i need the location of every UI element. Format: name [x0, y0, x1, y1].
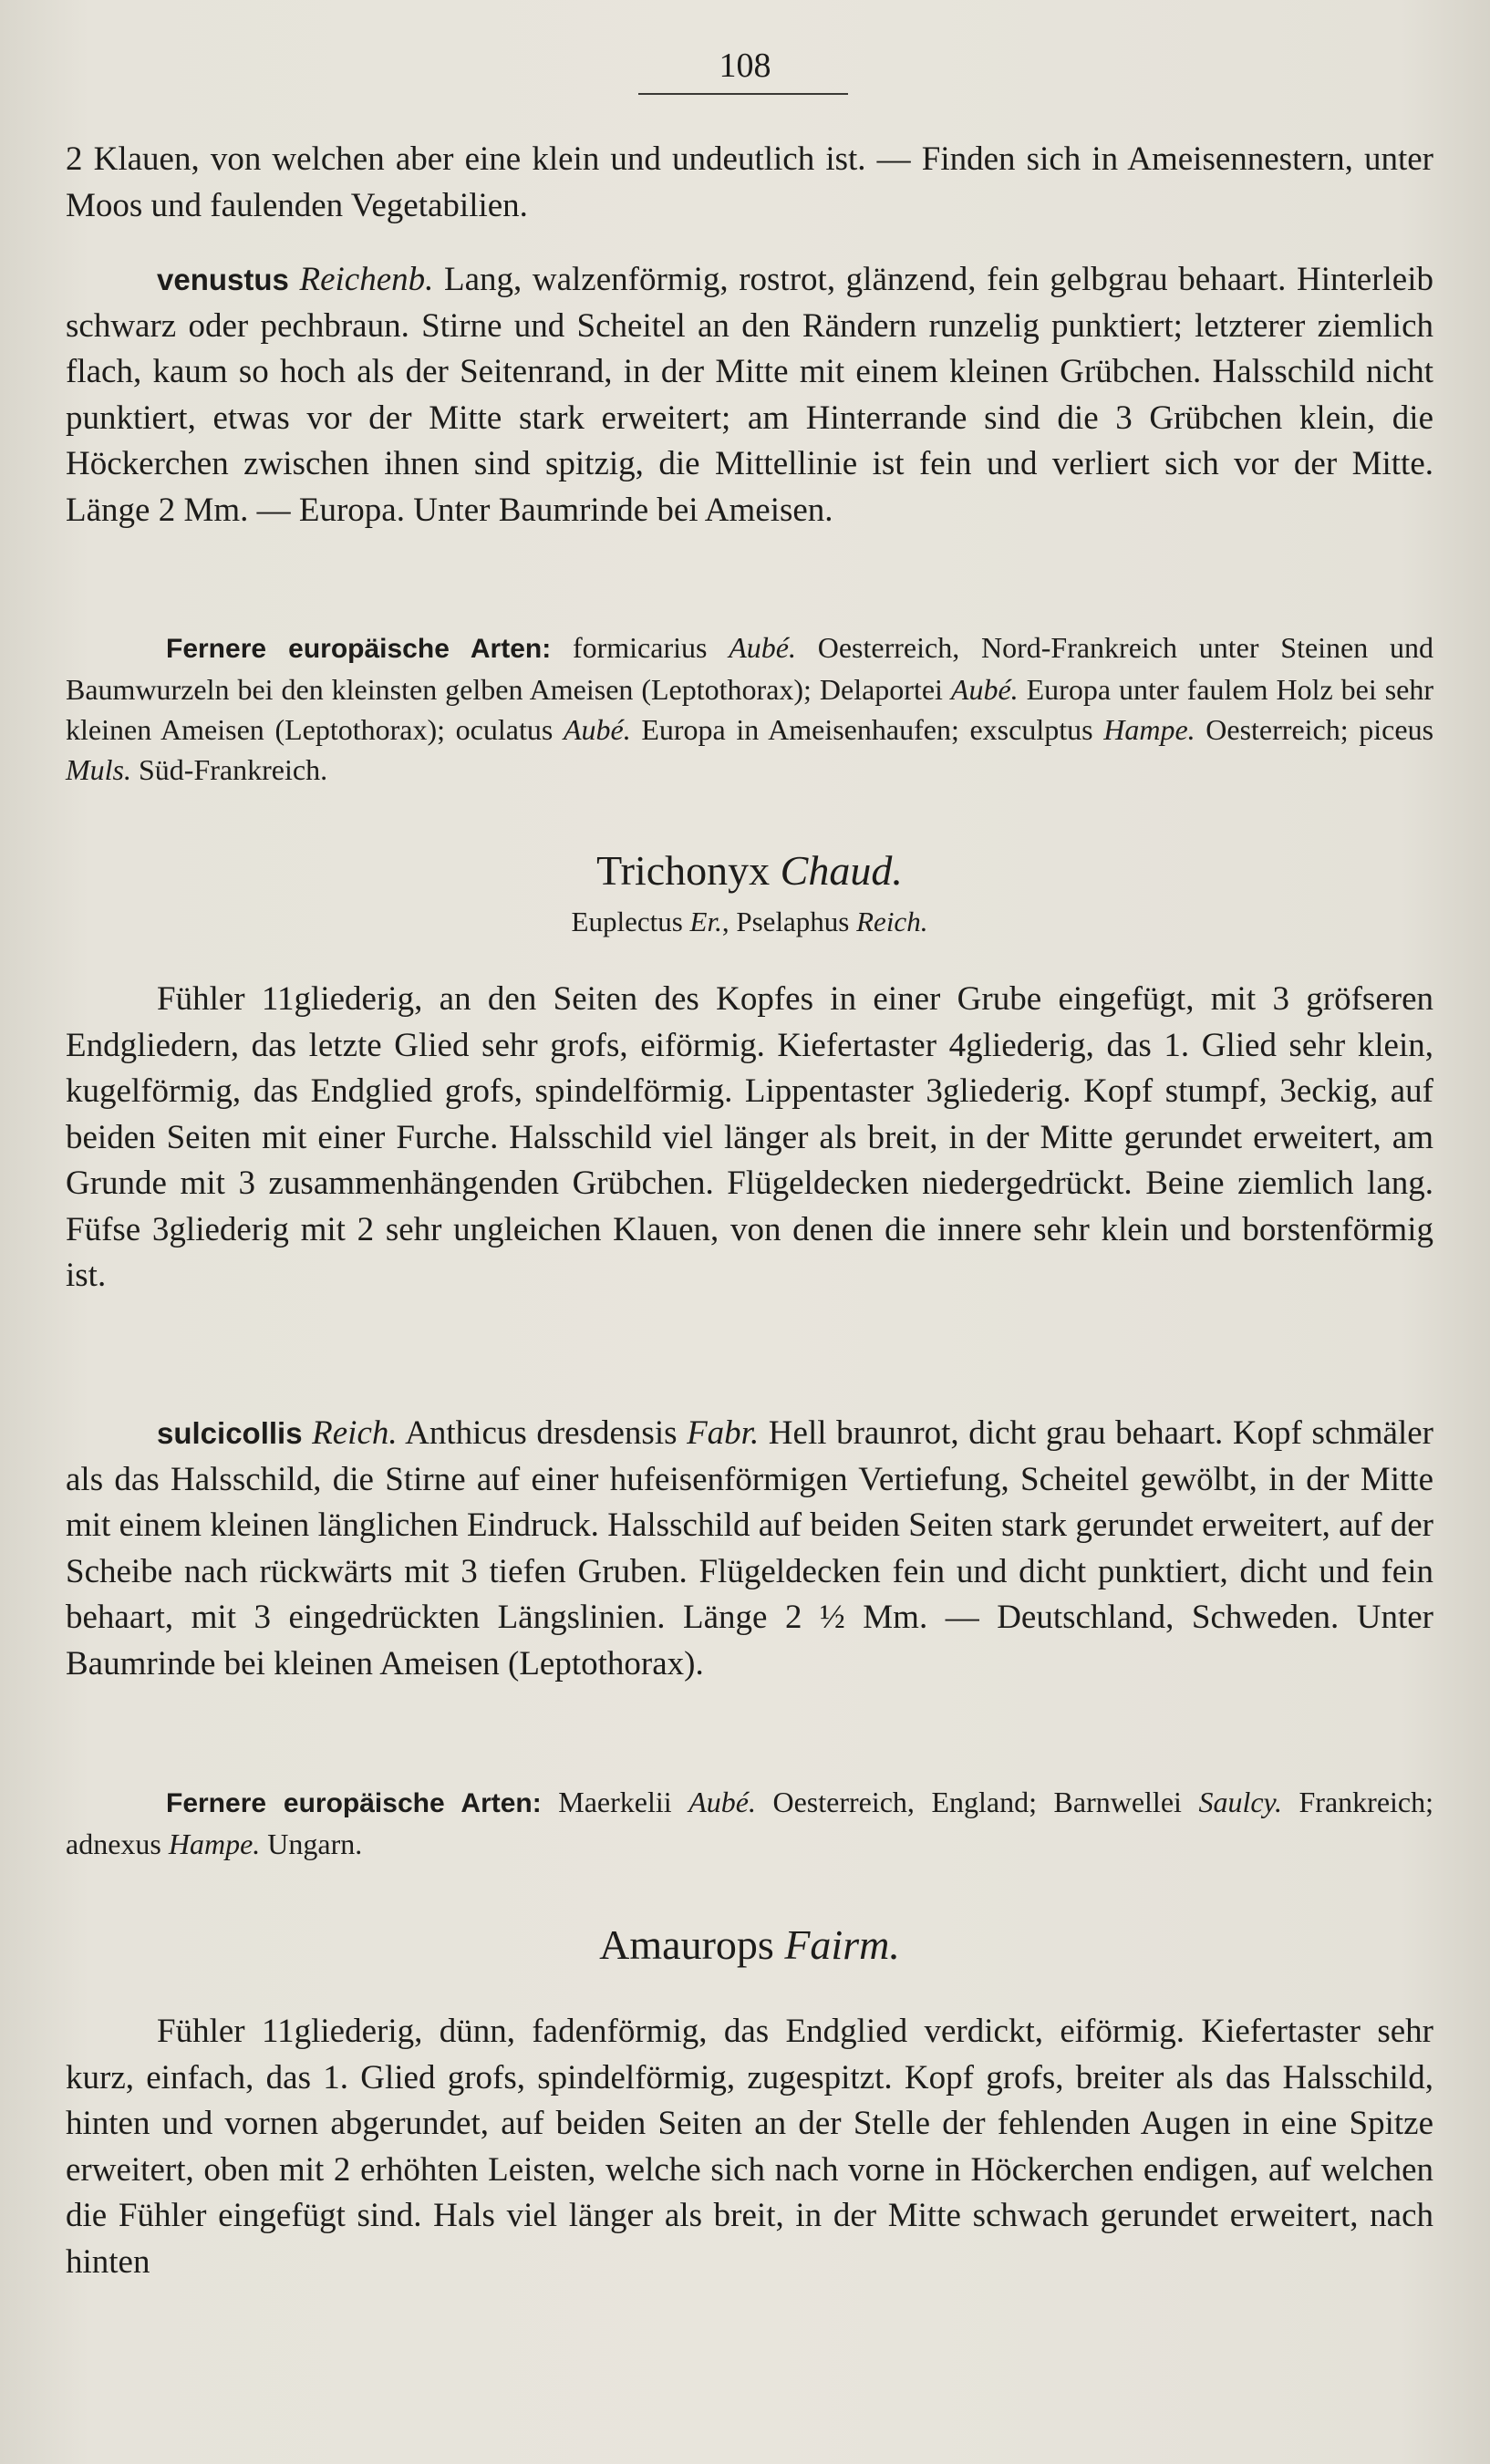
page-number-rule	[638, 93, 848, 95]
fernere-arten-1-label: Fernere europäische Arten:	[166, 634, 552, 664]
genus-amaurops-section	[66, 1920, 1433, 2285]
genus-author: Fairm.	[784, 1921, 900, 1968]
fernere2-species-barnwellei: Oesterreich, England; Barnwellei	[755, 1786, 1199, 1818]
fernere2-author: Saulcy.	[1198, 1786, 1282, 1818]
venustus-entry	[66, 257, 1433, 533]
fernere2-locality: Ungarn.	[260, 1827, 363, 1860]
sulcicollis-author: Reich.	[312, 1414, 398, 1452]
fernere1-author: Hampe.	[1103, 713, 1195, 746]
genus-author: Chaud.	[780, 847, 903, 894]
fernere1-author: Aubé.	[729, 631, 796, 664]
fernere-arten-2-paragraph	[66, 1782, 1433, 1864]
genus-name: Trichonyx	[596, 847, 781, 894]
venustus-species-name: venustus	[157, 263, 289, 296]
fernere1-species-formicarius: formicarius	[551, 631, 729, 664]
sulcicollis-synonym: Anthicus dresdensis	[397, 1414, 688, 1452]
fernere1-locality: Süd-Frankreich.	[131, 753, 328, 786]
intro-paragraph	[66, 137, 1433, 229]
genus-synonyms	[66, 906, 1433, 938]
sulcicollis-paragraph	[66, 1411, 1433, 1687]
fernere1-species-oculatus: Europa unter faulem Holz bei sehr kleinen Ameisen (Leptothorax); oculatus	[66, 673, 1434, 746]
fernere-arten-2	[66, 1782, 1433, 1864]
fernere1-author: Aubé.	[950, 673, 1019, 706]
fernere1-species-piceus: Oesterreich; piceus	[1195, 713, 1434, 746]
fernere2-author: Aubé.	[688, 1786, 756, 1818]
fernere2-species-maerkelii: Maerkelii	[541, 1786, 689, 1818]
fernere2-author: Hampe.	[168, 1827, 261, 1860]
fernere-arten-1-paragraph	[66, 627, 1433, 790]
genus-description-amaurops: Fühler 11gliederig, dünn, fadenförmig, das Endglied verdickt, eiförmig. Kiefertaster sehr kurz, einfach, das 1. Glied grofs, spindelförmig, zugespitzt. Kopf grofs, breiter als das Halsschild, hinten und vornen abgerundet, auf beiden Seiten an der Stelle der fehlenden Augen in eine Spitze erweitert, oben mit 2 erhöhten Leisten, welche sich nach vorne in Höckerchen endigen, auf welchen die Fühler eingefügt sind. Hals viel länger als breit, in der Mitte schwach gerundet erweitert, nach hinten	[66, 2013, 1433, 2281]
intro-text: 2 Klauen, von welchen aber eine klein und undeutlich ist. — Finden sich in Ameisennestern, unter Moos und faulenden Vegetabilien.	[66, 140, 1433, 224]
venustus-paragraph	[66, 257, 1433, 533]
page-number: 108	[719, 47, 771, 85]
fernere1-species-delaportei: Oesterreich, Nord-Frankreich unter Steinen und Baumwurzeln bei den kleinsten gelben Ameisen (Leptothorax); Delaportei	[66, 631, 1434, 706]
fernere2-species-adnexus: Frankreich; adnexus	[66, 1786, 1434, 1860]
sulcicollis-text: Hell braunrot, dicht grau behaart. Kopf schmäler als das Halsschild, die Stirne auf einer hufeisenförmigen Vertiefung, Scheitel gewölbt, in der Mitte mit einem kleinen länglichen Eindruck. Halsschild auf beiden Seiten stark gerundet erweitert, auf der Scheibe nach rückwärts mit 3 tiefen Gruben. Flügeldecken fein und dicht punktiert, dicht und fein behaart, mit 3 eingedrückten Längslinien. Länge 2 ½ Mm. — Deutschland, Schweden. Unter Baumrinde bei kleinen Ameisen (Leptothorax).	[66, 1414, 1434, 1682]
synonym-author: Reich.	[856, 906, 928, 937]
fernere1-species-exsculptus: Europa in Ameisenhaufen; exsculptus	[630, 713, 1104, 746]
venustus-author: Reichenb.	[299, 261, 434, 298]
fernere-arten-1	[66, 627, 1433, 790]
genus-trichonyx-section	[66, 846, 1433, 1299]
synonym-name: , Pselaphus	[721, 906, 857, 937]
synonym-name: Euplectus	[571, 906, 690, 937]
fernere1-author: Aubé.	[563, 713, 631, 746]
sulcicollis-synonym-author: Fabr.	[687, 1414, 760, 1452]
genus-heading-trichonyx	[66, 846, 1433, 895]
venustus-text: Lang, walzenförmig, rostrot, glänzend, fein gelbgrau behaart. Hinterleib schwarz oder pechbraun. Stirne und Scheitel an den Rändern runzelig punktiert; letzterer ziemlich flach, kaum so hoch als der Seitenrand, in der Mitte mit einem kleinen Grübchen. Halsschild nicht punktiert, etwas vor der Mitte stark erweitert; am Hinterrande sind die 3 Grübchen klein, die Höckerchen zwischen ihnen sind spitzig, die Mittellinie ist fein und verliert sich vor der Mitte. Länge 2 Mm. — Europa. Unter Baumrinde bei Ameisen.	[66, 261, 1433, 529]
sulcicollis-entry	[66, 1411, 1433, 1687]
sulcicollis-species-name: sulcicollis	[157, 1416, 303, 1450]
fernere-arten-2-label: Fernere europäische Arten:	[166, 1788, 542, 1818]
genus-name: Amaurops	[599, 1921, 785, 1968]
synonym-author: Er.	[689, 906, 722, 937]
fernere1-author: Muls.	[66, 753, 131, 786]
genus-heading-amaurops	[66, 1920, 1433, 1969]
genus-description-trichonyx: Fühler 11gliederig, an den Seiten des Kopfes in einer Grube eingefügt, mit 3 gröfseren Endgliedern, das letzte Glied sehr grofs, eiförmig. Kiefertaster 4gliederig, das 1. Glied sehr klein, kugelförmig, das Endglied grofs, spindelförmig. Lippentaster 3gliederig. Kopf stumpf, 3eckig, auf beiden Seiten mit einer Furche. Halsschild viel länger als breit, in der Mitte gerundet erweitert, am Grunde mit 3 zusammenhängenden Grübchen. Flügeldecken niedergedrückt. Beine ziemlich lang. Füfse 3gliederig mit 2 sehr ungleichen Klauen, von denen die innere sehr klein und borstenförmig ist.	[66, 980, 1433, 1294]
